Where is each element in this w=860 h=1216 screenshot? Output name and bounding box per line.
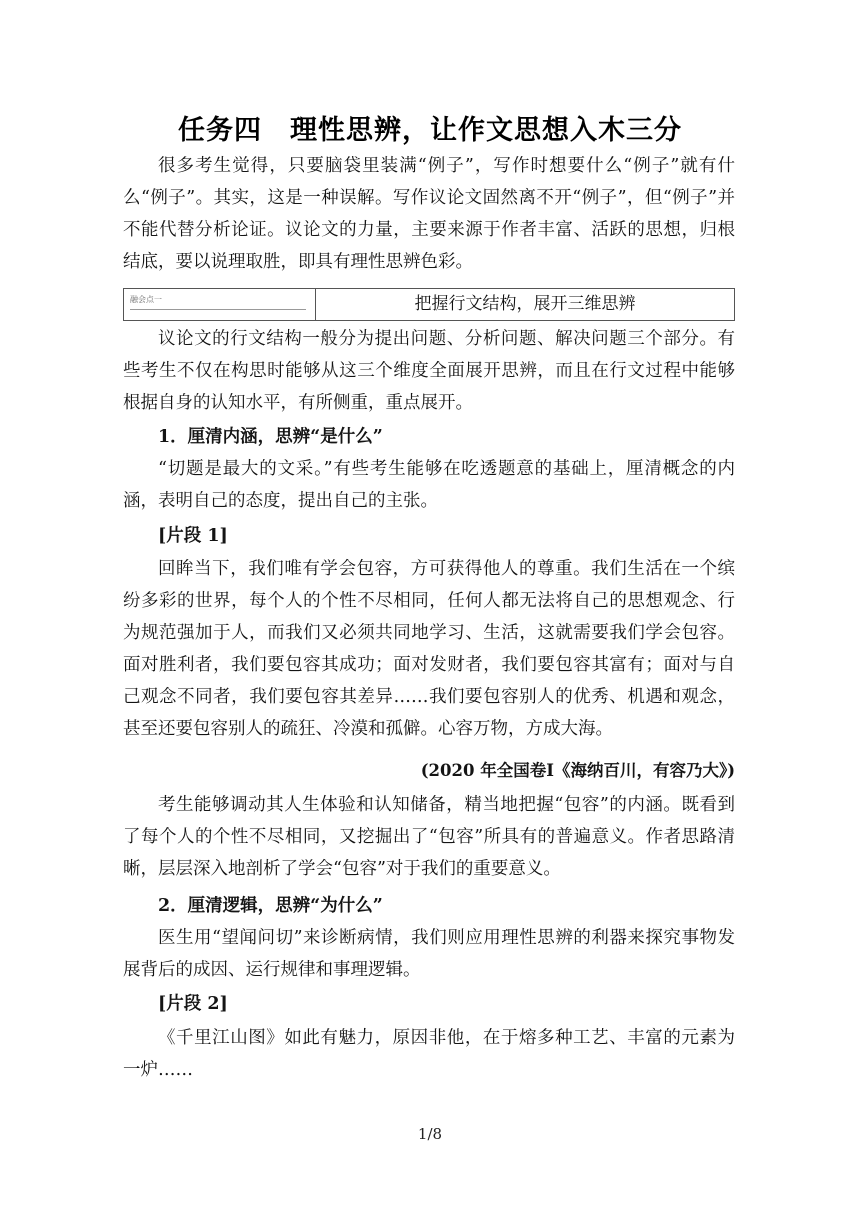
- section1-analysis: 考生能够调动其人生体验和认知储备，精当地把握“包容”的内涵。既看到了每个人的个性不尽相同，又挖掘出了“包容”所具有的普遍意义。作者思路清晰，层层深入地剖析了学会“包容”对于我们的重要意义。: [123, 795, 735, 879]
- section2-heading: 2．厘清逻辑，思辨“为什么”: [158, 896, 383, 916]
- banner-divider: [130, 309, 306, 310]
- fragment2-text: 《千里江山图》如此有魅力，原因非他，在于熔多种工艺、丰富的元素为一炉……: [123, 1028, 735, 1080]
- section-banner: [123, 288, 735, 321]
- fragment1-source: (2020 年全国卷Ⅰ《海纳百川，有容乃大》): [420, 761, 735, 780]
- fragment2-label: [片段 2]: [158, 994, 228, 1014]
- page-number: 1/8: [417, 1125, 443, 1143]
- section1-body: “切题是最大的文采。”有些考生能够在吃透题意的基础上，厘清概念的内涵，表明自己的态度，提出自己的主张。: [123, 459, 735, 511]
- section1-heading: 1．厘清内涵，思辨“是什么”: [158, 427, 383, 447]
- page-title: 任务四 理性思辨，让作文思想入木三分: [178, 115, 682, 146]
- intro-paragraph: 很多考生觉得，只要脑袋里装满“例子”，写作时想要什么“例子”就有什么“例子”。其实，这是一种误解。写作议论文固然离不开“例子”，但“例子”并不能代替分析论证。议论文的力量，主要来源于作者丰富、活跃的思想，归根结底，要以说理取胜，即具有理性思辨色彩。: [123, 156, 735, 272]
- banner-tag: 融会点一: [130, 295, 162, 304]
- fragment1-label: [片段 1]: [158, 526, 228, 546]
- structure-paragraph: 议论文的行文结构一般分为提出问题、分析问题、解决问题三个部分。有些考生不仅在构思时能够从这三个维度全面展开思辨，而且在行文过程中能够根据自身的认知水平，有所侧重，重点展开。: [123, 329, 735, 413]
- fragment1-text: 回眸当下，我们唯有学会包容，方可获得他人的尊重。我们生活在一个缤纷多彩的世界，每个人的个性不尽相同，任何人都无法将自己的思想观念、行为规范强加于人，而我们又必须共同地学习、生活，这就需要我们学会包容。面对胜利者，我们要包容其成功；面对发财者，我们要包容其富有；面对与自己观念不同者，我们要包容其差异……我们要包容别人的优秀、机遇和观念，甚至还要包容别人的疏狂、冷漠和孤僻。心容万物，方成大海。: [123, 559, 735, 739]
- section2-body: 医生用“望闻问切”来诊断病情，我们则应用理性思辨的利器来探究事物发展背后的成因、运行规律和事理逻辑。: [123, 928, 735, 980]
- banner-heading: 把握行文结构，展开三维思辨: [414, 294, 636, 314]
- banner-tag-cell: [124, 289, 316, 320]
